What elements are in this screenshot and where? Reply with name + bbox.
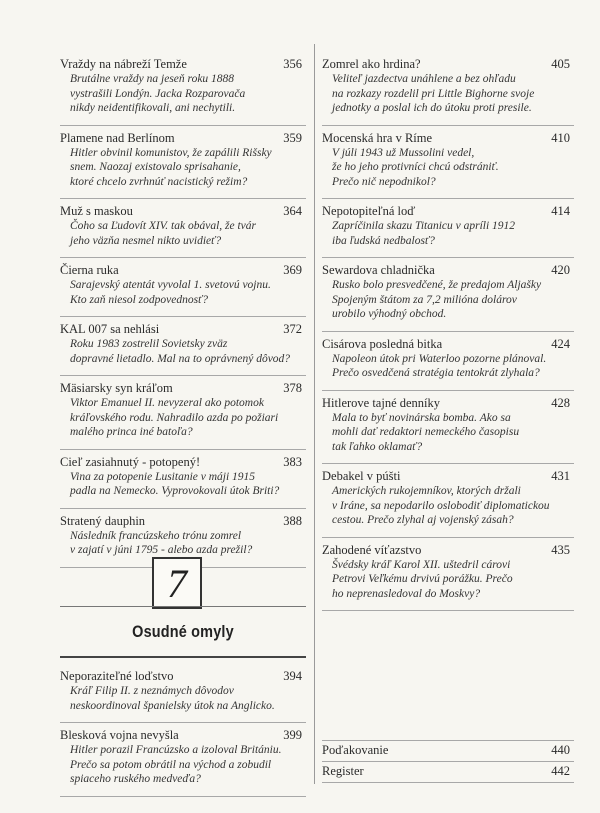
toc-entry-head bbox=[322, 543, 574, 558]
toc-entry-title: Sewardova chladnička bbox=[322, 263, 435, 277]
toc-entry-description: v Iráne, sa nepodarilo oslobodiť diplomatickou bbox=[332, 499, 550, 512]
toc-entry-description: ktoré chcelo zvrhnúť nacistický režim? bbox=[70, 175, 248, 188]
column-divider bbox=[314, 44, 315, 784]
toc-entry-description: vystrašili Londýn. Jacka Rozparovača bbox=[70, 87, 246, 100]
toc-entry[interactable] bbox=[60, 126, 306, 200]
toc-entry-description: Zapríčinila skazu Titanicu v apríli 1912 bbox=[332, 220, 516, 232]
toc-entry-head bbox=[322, 337, 574, 352]
toc-entry-description: padla na Nemecko. Vyprovokovali útok Briti? bbox=[70, 485, 280, 497]
toc-entry-title: Plamene nad Berlínom bbox=[60, 130, 175, 145]
toc-entry-head bbox=[322, 131, 574, 146]
toc-entry-title: Zomrel ako hrdina? bbox=[322, 57, 421, 71]
toc-entry-title: Čierna ruka bbox=[60, 263, 119, 277]
toc-entry-description: Hitler porazil Francúzsko a izoloval Britániu. bbox=[70, 744, 282, 756]
toc-entry-description: Veliteľ jazdectva unáhlene a bez ohľadu bbox=[332, 73, 516, 85]
toc-entry-head bbox=[60, 322, 306, 337]
toc-entry-description: tak ľahko oklamať? bbox=[332, 440, 423, 453]
toc-chapter-column bbox=[60, 664, 306, 797]
toc-entry-description: Viktor Emanuel II. nevyzeral ako potomok bbox=[70, 397, 264, 409]
toc-entry-page: 356 bbox=[283, 57, 302, 71]
toc-entry-description: urobilo výhodný obchod. bbox=[332, 308, 447, 320]
toc-entry-title: Blesková vojna nevyšla bbox=[60, 728, 179, 742]
footer-title: Poďakovanie bbox=[322, 743, 389, 757]
toc-entry[interactable] bbox=[322, 538, 574, 612]
toc-entry-page: 410 bbox=[551, 130, 570, 145]
toc-entry-description: malého princa iné batoľa? bbox=[70, 426, 193, 438]
footer-title: Register bbox=[322, 764, 364, 778]
toc-entry-page: 359 bbox=[283, 130, 302, 145]
toc-entry-head bbox=[60, 131, 306, 146]
toc-entry-description: Rusko bolo presvedčené, že predajom Aljašky bbox=[332, 279, 542, 291]
toc-entry-page: 372 bbox=[283, 322, 302, 336]
toc-right-column bbox=[322, 52, 574, 611]
toc-entry-title: Nepotopiteľná loď bbox=[322, 204, 416, 218]
toc-entry-description: v zajatí v júni 1795 - alebo azda prežil? bbox=[70, 544, 253, 556]
toc-entry-description: Sarajevský atentát vyvolal 1. svetovú vojnu. bbox=[70, 279, 271, 291]
toc-entry[interactable] bbox=[60, 376, 306, 450]
toc-entry-description: na rozkazy rozdelil pri Little Bighorne svoje bbox=[332, 87, 535, 100]
toc-entry-description: Kráľ Filip II. z neznámych dôvodov bbox=[70, 685, 234, 697]
toc-entry-title: Cisárova posledná bitka bbox=[322, 336, 443, 351]
toc-entry-head bbox=[322, 469, 574, 484]
toc-entry-description: nikdy neidentifikovali, ani nechytili. bbox=[70, 102, 236, 114]
toc-entry-head bbox=[322, 204, 574, 219]
toc-entry-title: Muž s maskou bbox=[60, 204, 133, 218]
toc-entry-description: Kto zaň niesol zodpovednosť? bbox=[70, 293, 209, 306]
toc-entry-head bbox=[60, 381, 306, 396]
toc-entry[interactable] bbox=[60, 664, 306, 723]
toc-entry-description: dopravné lietadlo. Mal na to oprávnený dôvod? bbox=[70, 352, 291, 365]
footer-page: 440 bbox=[551, 743, 570, 757]
chapter-number: 7 bbox=[167, 560, 187, 606]
toc-entry-page: 364 bbox=[283, 204, 302, 218]
toc-entry-head bbox=[60, 455, 306, 470]
toc-entry[interactable] bbox=[322, 332, 574, 391]
toc-entry-description: Čoho sa Ľudovít XIV. tak obával, že tvár bbox=[70, 220, 257, 232]
toc-entry[interactable] bbox=[322, 258, 574, 332]
toc-entry-head bbox=[60, 669, 306, 684]
toc-entry-head bbox=[322, 263, 574, 278]
toc-entry-page: 414 bbox=[551, 204, 570, 218]
toc-entry-title: Neporaziteľné loďstvo bbox=[60, 669, 174, 683]
toc-entry-description: ho neprenasledoval do Moskvy? bbox=[332, 587, 481, 600]
toc-entry-head bbox=[60, 204, 306, 219]
toc-left-column bbox=[60, 52, 306, 568]
toc-entry-page: 383 bbox=[283, 454, 302, 469]
toc-entry-description: iba ľudská nedbalosť? bbox=[332, 234, 435, 247]
toc-entry-description: Petrovi Veľkému drvivú porážku. Prečo bbox=[332, 573, 513, 585]
toc-entry-description: Prečo osvedčená stratégia tentokrát zlyhala? bbox=[332, 367, 540, 379]
toc-entry-title: Mäsiarsky syn kráľom bbox=[60, 381, 173, 395]
chapter-rule-top bbox=[60, 606, 306, 607]
toc-entry-page: 424 bbox=[551, 336, 570, 351]
toc-entry-page: 420 bbox=[551, 263, 570, 277]
toc-entry-page: 428 bbox=[551, 395, 570, 410]
toc-entry-description: Roku 1983 zostrelil Sovietsky zväz bbox=[70, 338, 228, 350]
toc-entry-head bbox=[60, 263, 306, 278]
toc-entry-title: Debakel v púšti bbox=[322, 469, 401, 483]
toc-entry-description: jeho väzňa nesmel nikto uvidieť? bbox=[70, 234, 222, 247]
footer-page: 442 bbox=[551, 764, 570, 778]
toc-entry-title: Zahodené víťazstvo bbox=[322, 542, 422, 557]
toc-entry-page: 369 bbox=[283, 263, 302, 277]
toc-entry-description: cestou. Prečo zlyhal aj vojenský zásah? bbox=[332, 514, 514, 526]
toc-entry-head bbox=[322, 57, 574, 72]
toc-entry-head bbox=[60, 728, 306, 743]
toc-entry[interactable] bbox=[322, 391, 574, 465]
toc-entry-page: 405 bbox=[551, 57, 570, 71]
chapter-rule-bottom bbox=[60, 656, 306, 658]
toc-entry-description: že ho jeho protivníci chcú odstrániť. bbox=[332, 161, 499, 173]
toc-entry-title: Vraždy na nábreží Temže bbox=[60, 57, 187, 71]
toc-entry-description: snem. Naozaj existovalo sprisahanie, bbox=[70, 161, 241, 173]
toc-entry[interactable] bbox=[60, 52, 306, 126]
toc-entry-description: jednotky a poslal ich do útoku proti presile. bbox=[332, 102, 532, 114]
toc-entry-page: 435 bbox=[551, 542, 570, 557]
toc-entry[interactable] bbox=[60, 258, 306, 317]
toc-entry[interactable] bbox=[60, 317, 306, 376]
toc-entry[interactable] bbox=[322, 126, 574, 200]
toc-entry-page: 399 bbox=[283, 728, 302, 742]
toc-entry-description: Mala to byť novinárska bomba. Ako sa bbox=[332, 411, 511, 424]
toc-entry-description: V júli 1943 už Mussolini vedel, bbox=[332, 146, 475, 159]
toc-entry-head bbox=[322, 396, 574, 411]
toc-entry-title: Hitlerove tajné denníky bbox=[322, 395, 441, 410]
toc-entry-description: Prečo sa potom obrátil na východ a zobudil bbox=[70, 758, 272, 771]
toc-footer bbox=[322, 740, 574, 783]
toc-entry-description: Amerických rukojemníkov, ktorých držali bbox=[332, 485, 521, 497]
toc-entry-description: spiaceho ruského medveďa? bbox=[70, 773, 201, 785]
toc-entry[interactable] bbox=[60, 199, 306, 258]
toc-entry-title: KAL 007 sa nehlási bbox=[60, 322, 160, 336]
toc-entry-page: 431 bbox=[551, 469, 570, 483]
toc-entry[interactable] bbox=[322, 464, 574, 538]
toc-entry-description: mohli dať redaktori nemeckého časopisu bbox=[332, 426, 520, 438]
toc-entry-description: Švédsky kráľ Karol XII. uštedril cárovi bbox=[332, 558, 511, 571]
toc-entry-description: Hitler obvinil komunistov, že zapálili Rišsky bbox=[70, 146, 272, 159]
toc-entry-page: 378 bbox=[283, 381, 302, 395]
toc-entry-description: Vina za potopenie Lusitanie v máji 1915 bbox=[70, 470, 256, 483]
chapter-title: Osudné omyly bbox=[132, 622, 234, 641]
toc-entry-description: Brutálne vraždy na jeseň roku 1888 bbox=[70, 73, 235, 85]
toc-entry-title: Mocenská hra v Ríme bbox=[322, 130, 433, 145]
toc-entry-description: neskoordinoval španielsky útok na Anglicko. bbox=[70, 699, 275, 712]
toc-footer-row[interactable] bbox=[322, 740, 574, 762]
chapter-number-box bbox=[152, 557, 202, 609]
toc-entry-head bbox=[60, 514, 306, 529]
toc-entry-title: Stratený dauphin bbox=[60, 513, 146, 528]
toc-entry[interactable] bbox=[322, 199, 574, 258]
toc-footer-row[interactable] bbox=[322, 762, 574, 783]
toc-entry-description: Prečo nič nepodnikol? bbox=[332, 175, 436, 188]
toc-entry-description: Spojeným štátom za 7,2 milióna dolárov bbox=[332, 293, 517, 306]
toc-entry[interactable] bbox=[60, 723, 306, 797]
toc-entry[interactable] bbox=[60, 450, 306, 509]
toc-entry[interactable] bbox=[322, 52, 574, 126]
toc-entry-description: Napoleon útok pri Waterloo pozorne plánoval. bbox=[332, 352, 547, 365]
toc-entry-title: Cieľ zasiahnutý - potopený! bbox=[60, 454, 201, 469]
toc-entry-page: 388 bbox=[283, 513, 302, 528]
toc-entry-description: kráľovského rodu. Nahradilo azda po požiari bbox=[70, 411, 279, 424]
toc-entry-head bbox=[60, 57, 306, 72]
toc-entry-description: Následník francúzskeho trónu zomrel bbox=[70, 529, 242, 542]
toc-entry-page: 394 bbox=[283, 669, 302, 683]
